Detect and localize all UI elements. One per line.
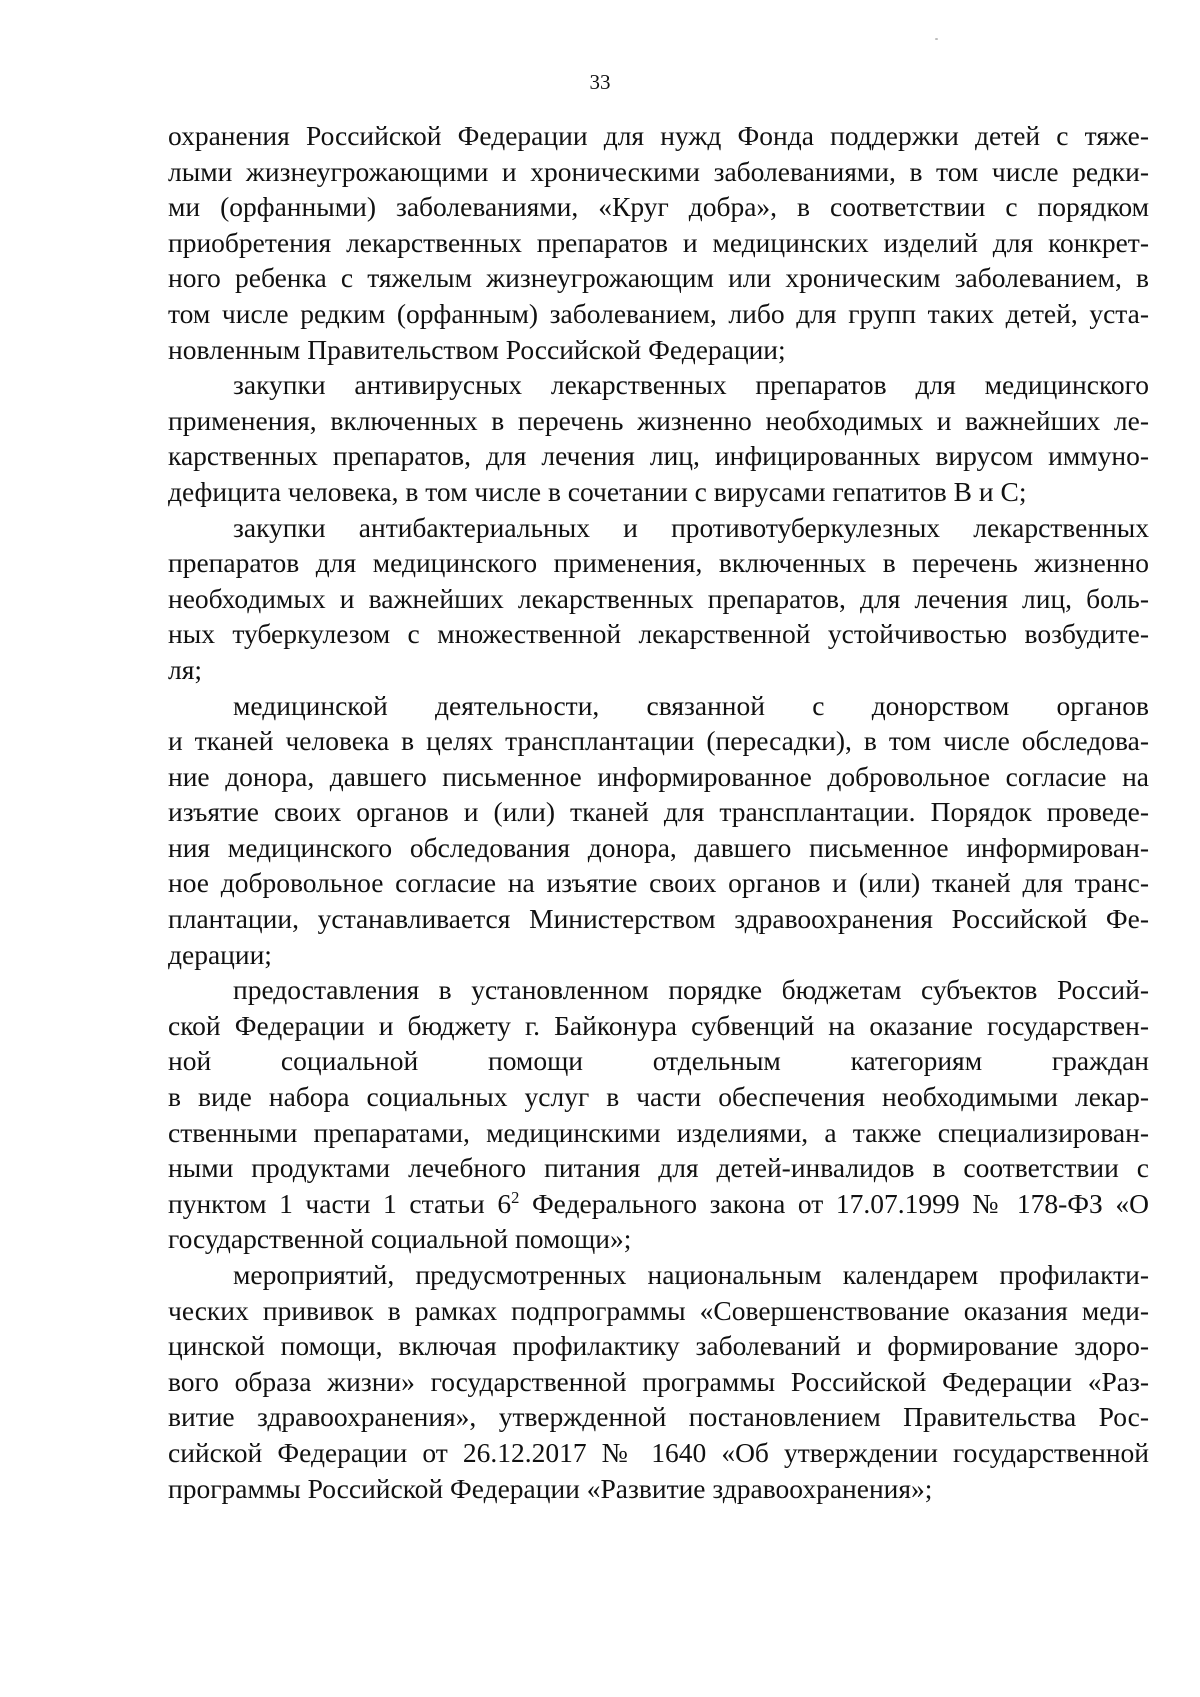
text-line: дерации; — [168, 938, 272, 970]
text-line: ное добровольное согласие на изъятие своих органов и (или) тканей для транс- — [168, 867, 1149, 899]
text-line: витие здравоохранения», утвержденной постановлением Правительства Рос- — [168, 1401, 1149, 1433]
text-fragment: пунктом 1 части 1 статьи 6 — [168, 1187, 512, 1219]
text-line: государственной социальной помощи»; — [168, 1223, 632, 1255]
text-line: приобретения лекарственных препаратов и медицинских изделий для конкрет- — [168, 226, 1149, 258]
text-line: препаратов для медицинского применения, включенных в перечень жизненно — [168, 547, 1149, 579]
paragraph — [168, 118, 1149, 367]
text-line: закупки антибактериальных и противотуберкулезных лекарственных — [233, 511, 1149, 543]
paragraph — [168, 367, 1149, 509]
text-line: ственными препаратами, медицинскими изделиями, а также специализирован- — [168, 1116, 1149, 1148]
text-line: применения, включенных в перечень жизненно необходимых и важнейших ле- — [168, 404, 1149, 436]
text-line: том числе редким (орфанным) заболеванием, либо для групп таких детей, уста- — [168, 297, 1149, 329]
text-line: цинской помощи, включая профилактику заболеваний и формирование здоро- — [168, 1330, 1149, 1362]
text-line: вого образа жизни» государственной программы Российской Федерации «Раз- — [168, 1365, 1149, 1397]
text-line: ной социальной помощи отдельным категориям граждан — [168, 1045, 1149, 1077]
text-line: сийской Федерации от 26.12.2017 № 1640 «Об утверждении государственной — [168, 1436, 1149, 1468]
text-line: лыми жизнеугрожающими и хроническими заболеваниями, в том числе редки- — [168, 155, 1149, 187]
text-line: плантации, устанавливается Министерством здравоохранения Российской Фе- — [168, 903, 1149, 935]
text-line: охранения Российской Федерации для нужд Фонда поддержки детей с тяже- — [168, 120, 1149, 151]
text-line: ской Федерации и бюджету г. Байконура субвенций на оказание государствен- — [168, 1009, 1149, 1041]
text-line: и тканей человека в целях трансплантации (пересадки), в том числе обследова- — [168, 725, 1149, 757]
paragraph — [168, 972, 1149, 1257]
text-line — [168, 1186, 1149, 1222]
text-line: программы Российской Федерации «Развитие здравоохранения»; — [168, 1472, 933, 1504]
text-line: ля; — [168, 653, 203, 685]
text-line: необходимых и важнейших лекарственных препаратов, для лечения лиц, боль- — [168, 582, 1149, 614]
body-text — [168, 118, 1149, 1506]
scan-speck — [935, 38, 938, 40]
text-line: ными продуктами лечебного питания для детей-инвалидов в соответствии с — [168, 1152, 1149, 1184]
text-line: в виде набора социальных услуг в части обеспечения необходимыми лекар- — [168, 1081, 1149, 1113]
paragraph — [168, 1257, 1149, 1506]
text-line: изъятие своих органов и (или) тканей для трансплантации. Порядок проведе- — [168, 796, 1149, 828]
text-line: дефицита человека, в том числе в сочетании с вирусами гепатитов В и С; — [168, 475, 1027, 507]
paragraph — [168, 510, 1149, 688]
text-line: медицинской деятельности, связанной с донорством органов — [233, 689, 1149, 721]
text-line: карственных препаратов, для лечения лиц, инфицированных вирусом иммуно- — [168, 440, 1149, 472]
text-fragment: Федерального закона от 17.07.1999 № 178-ФЗ «О — [519, 1187, 1149, 1219]
page-number: 33 — [589, 70, 611, 94]
text-line: закупки антивирусных лекарственных препаратов для медицинского — [233, 369, 1149, 401]
text-line: предоставления в установленном порядке бюджетам субъектов Россий- — [233, 974, 1149, 1006]
text-line: ного ребенка с тяжелым жизнеугрожающим или хроническим заболеванием, в — [168, 262, 1149, 294]
text-line: новленным Правительством Российской Федерации; — [168, 333, 786, 365]
text-line: ния медицинского обследования донора, давшего письменное информирован- — [168, 831, 1149, 863]
superscript: 2 — [511, 1187, 520, 1207]
paragraph — [168, 688, 1149, 973]
text-line: ческих прививок в рамках подпрограммы «Совершенствование оказания меди- — [168, 1294, 1149, 1326]
text-line: ние донора, давшего письменное информированное добровольное согласие на — [168, 760, 1149, 792]
text-line: ми (орфанными) заболеваниями, «Круг добра», в соответствии с порядком — [168, 191, 1149, 223]
text-line: ных туберкулезом с множественной лекарственной устойчивостью возбудите- — [168, 618, 1149, 650]
text-line: мероприятий, предусмотренных национальным календарем профилакти- — [233, 1259, 1149, 1290]
